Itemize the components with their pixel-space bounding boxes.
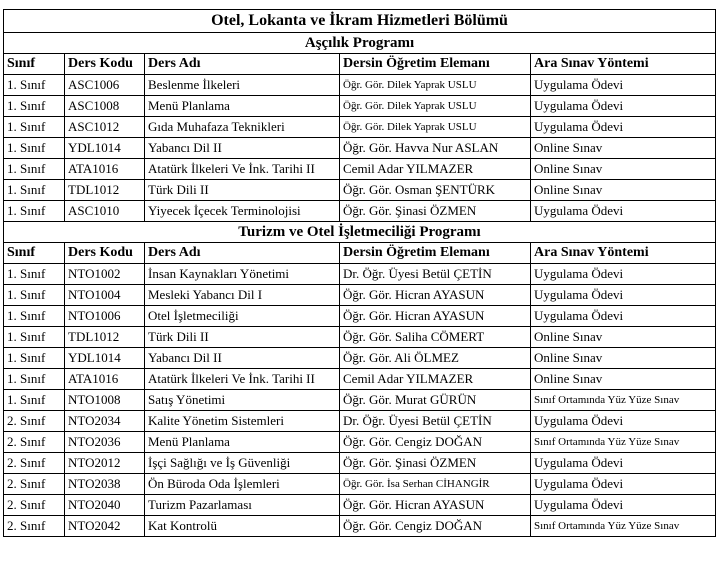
cell-sinif: 1. Sınıf (4, 264, 65, 285)
cell-sinif: 1. Sınıf (4, 369, 65, 390)
cell-ders-kodu: NTO2036 (65, 432, 145, 453)
cell-ders-adi: Menü Planlama (145, 432, 340, 453)
cell-sinif: 1. Sınıf (4, 159, 65, 180)
cell-ders-kodu: ASC1006 (65, 75, 145, 96)
cell-ders-kodu: NTO2040 (65, 495, 145, 516)
cell-sinav-yontemi: Online Sınav (531, 348, 716, 369)
cell-sinav-yontemi: Uygulama Ödevi (531, 411, 716, 432)
cell-sinav-yontemi: Online Sınav (531, 180, 716, 201)
cell-sinav-yontemi: Uygulama Ödevi (531, 75, 716, 96)
cell-sinif: 2. Sınıf (4, 453, 65, 474)
cell-ders-kodu: NTO1004 (65, 285, 145, 306)
cell-sinif: 1. Sınıf (4, 96, 65, 117)
table-row (4, 390, 716, 411)
cell-ders-kodu: TDL1012 (65, 180, 145, 201)
cell-ders-adi: Yabancı Dil II (145, 348, 340, 369)
table-row (4, 159, 716, 180)
cell-sinav-yontemi: Online Sınav (531, 138, 716, 159)
table-row (4, 285, 716, 306)
header-ders-adi: Ders Adı (145, 54, 340, 75)
table-body (4, 10, 716, 537)
cell-ders-kodu: NTO1002 (65, 264, 145, 285)
table-row (4, 75, 716, 96)
cell-ders-adi: Otel İşletmeciliği (145, 306, 340, 327)
cell-ders-adi: Yabancı Dil II (145, 138, 340, 159)
header-ders-kodu: Ders Kodu (65, 243, 145, 264)
cell-sinif: 2. Sınıf (4, 495, 65, 516)
cell-ogretim-elemani: Öğr. Gör. Cengiz DOĞAN (340, 516, 531, 537)
header-sinif: Sınıf (4, 54, 65, 75)
cell-sinav-yontemi: Uygulama Ödevi (531, 96, 716, 117)
cell-ders-kodu: ASC1008 (65, 96, 145, 117)
table-row (4, 96, 716, 117)
cell-sinif: 2. Sınıf (4, 516, 65, 537)
cell-sinif: 1. Sınıf (4, 75, 65, 96)
header-sinav-yontemi: Ara Sınav Yöntemi (531, 243, 716, 264)
cell-sinif: 2. Sınıf (4, 411, 65, 432)
header-ogretim-elemani: Dersin Öğretim Elemanı (340, 54, 531, 75)
cell-sinif: 1. Sınıf (4, 138, 65, 159)
program-row (4, 33, 716, 54)
header-ogretim-elemani: Dersin Öğretim Elemanı (340, 243, 531, 264)
cell-ogretim-elemani: Öğr. Gör. Hicran AYASUN (340, 306, 531, 327)
cell-ders-kodu: ATA1016 (65, 369, 145, 390)
header-row (4, 243, 716, 264)
cell-ders-kodu: NTO2042 (65, 516, 145, 537)
cell-sinav-yontemi: Uygulama Ödevi (531, 306, 716, 327)
cell-ogretim-elemani: Cemil Adar YILMAZER (340, 159, 531, 180)
table-row (4, 516, 716, 537)
table-row (4, 327, 716, 348)
program-row (4, 222, 716, 243)
cell-sinav-yontemi: Uygulama Ödevi (531, 474, 716, 495)
table-row (4, 453, 716, 474)
cell-sinav-yontemi: Sınıf Ortamında Yüz Yüze Sınav (531, 432, 716, 453)
cell-ders-kodu: TDL1012 (65, 327, 145, 348)
cell-ders-adi: Yiyecek İçecek Terminolojisi (145, 201, 340, 222)
cell-ogretim-elemani: Dr. Öğr. Üyesi Betül ÇETİN (340, 264, 531, 285)
table-row (4, 369, 716, 390)
cell-sinav-yontemi: Online Sınav (531, 327, 716, 348)
cell-ogretim-elemani: Dr. Öğr. Üyesi Betül ÇETİN (340, 411, 531, 432)
exam-schedule-table (3, 9, 716, 537)
cell-ders-adi: Gıda Muhafaza Teknikleri (145, 117, 340, 138)
cell-ders-adi: Menü Planlama (145, 96, 340, 117)
cell-ders-adi: Beslenme İlkeleri (145, 75, 340, 96)
cell-ders-kodu: NTO1006 (65, 306, 145, 327)
cell-ogretim-elemani: Öğr. Gör. Hicran AYASUN (340, 495, 531, 516)
cell-sinif: 1. Sınıf (4, 306, 65, 327)
cell-sinav-yontemi: Uygulama Ödevi (531, 495, 716, 516)
title-row (4, 10, 716, 33)
table-row (4, 264, 716, 285)
cell-ders-adi: Atatürk İlkeleri Ve İnk. Tarihi II (145, 369, 340, 390)
cell-ogretim-elemani: Öğr. Gör. Dilek Yaprak USLU (340, 75, 531, 96)
table-row (4, 180, 716, 201)
cell-sinif: 1. Sınıf (4, 180, 65, 201)
table-row (4, 201, 716, 222)
cell-ogretim-elemani: Öğr. Gör. Şinasi ÖZMEN (340, 453, 531, 474)
cell-ogretim-elemani: Öğr. Gör. Hicran AYASUN (340, 285, 531, 306)
cell-ogretim-elemani: Öğr. Gör. Saliha CÖMERT (340, 327, 531, 348)
cell-ders-adi: Mesleki Yabancı Dil I (145, 285, 340, 306)
cell-ogretim-elemani: Öğr. Gör. Ali ÖLMEZ (340, 348, 531, 369)
document (3, 9, 715, 537)
cell-ders-adi: Atatürk İlkeleri Ve İnk. Tarihi II (145, 159, 340, 180)
cell-ders-adi: Kalite Yönetim Sistemleri (145, 411, 340, 432)
cell-ders-kodu: NTO1008 (65, 390, 145, 411)
cell-sinif: 1. Sınıf (4, 327, 65, 348)
cell-ders-adi: İşçi Sağlığı ve İş Güvenliği (145, 453, 340, 474)
program-title: Turizm ve Otel İşletmeciliği Programı (4, 222, 716, 243)
program-title: Aşçılık Programı (4, 33, 716, 54)
header-row (4, 54, 716, 75)
cell-sinav-yontemi: Uygulama Ödevi (531, 285, 716, 306)
cell-ders-adi: Satış Yönetimi (145, 390, 340, 411)
cell-ogretim-elemani: Öğr. Gör. İsa Serhan CİHANGİR (340, 474, 531, 495)
cell-ders-adi: İnsan Kaynakları Yönetimi (145, 264, 340, 285)
cell-ogretim-elemani: Öğr. Gör. Osman ŞENTÜRK (340, 180, 531, 201)
cell-ders-kodu: NTO2034 (65, 411, 145, 432)
table-row (4, 348, 716, 369)
cell-ogretim-elemani: Öğr. Gör. Murat GÜRÜN (340, 390, 531, 411)
cell-ders-kodu: ATA1016 (65, 159, 145, 180)
cell-sinif: 1. Sınıf (4, 390, 65, 411)
table-row (4, 411, 716, 432)
header-ders-kodu: Ders Kodu (65, 54, 145, 75)
table-row (4, 138, 716, 159)
table-row (4, 432, 716, 453)
cell-sinav-yontemi: Uygulama Ödevi (531, 264, 716, 285)
cell-sinif: 1. Sınıf (4, 285, 65, 306)
cell-ogretim-elemani: Öğr. Gör. Cengiz DOĞAN (340, 432, 531, 453)
header-ders-adi: Ders Adı (145, 243, 340, 264)
cell-sinif: 1. Sınıf (4, 201, 65, 222)
table-row (4, 306, 716, 327)
header-sinif: Sınıf (4, 243, 65, 264)
table-row (4, 474, 716, 495)
cell-sinav-yontemi: Online Sınav (531, 159, 716, 180)
cell-ders-kodu: NTO2012 (65, 453, 145, 474)
cell-ders-kodu: ASC1010 (65, 201, 145, 222)
cell-ogretim-elemani: Öğr. Gör. Dilek Yaprak USLU (340, 96, 531, 117)
department-title: Otel, Lokanta ve İkram Hizmetleri Bölümü (4, 10, 716, 33)
cell-ogretim-elemani: Öğr. Gör. Şinasi ÖZMEN (340, 201, 531, 222)
cell-sinif: 2. Sınıf (4, 432, 65, 453)
cell-ders-adi: Türk Dili II (145, 327, 340, 348)
cell-sinav-yontemi: Sınıf Ortamında Yüz Yüze Sınav (531, 390, 716, 411)
cell-sinif: 2. Sınıf (4, 474, 65, 495)
cell-sinav-yontemi: Online Sınav (531, 369, 716, 390)
cell-sinav-yontemi: Uygulama Ödevi (531, 201, 716, 222)
header-sinav-yontemi: Ara Sınav Yöntemi (531, 54, 716, 75)
cell-sinav-yontemi: Uygulama Ödevi (531, 117, 716, 138)
cell-ogretim-elemani: Cemil Adar YILMAZER (340, 369, 531, 390)
cell-sinav-yontemi: Uygulama Ödevi (531, 453, 716, 474)
cell-ders-kodu: YDL1014 (65, 138, 145, 159)
table-row (4, 117, 716, 138)
cell-ders-kodu: NTO2038 (65, 474, 145, 495)
cell-ders-adi: Türk Dili II (145, 180, 340, 201)
cell-ogretim-elemani: Öğr. Gör. Dilek Yaprak USLU (340, 117, 531, 138)
cell-ders-kodu: ASC1012 (65, 117, 145, 138)
cell-sinif: 1. Sınıf (4, 348, 65, 369)
cell-ders-kodu: YDL1014 (65, 348, 145, 369)
cell-ogretim-elemani: Öğr. Gör. Havva Nur ASLAN (340, 138, 531, 159)
cell-sinif: 1. Sınıf (4, 117, 65, 138)
cell-ders-adi: Kat Kontrolü (145, 516, 340, 537)
table-row (4, 495, 716, 516)
cell-ders-adi: Turizm Pazarlaması (145, 495, 340, 516)
cell-sinav-yontemi: Sınıf Ortamında Yüz Yüze Sınav (531, 516, 716, 537)
cell-ders-adi: Ön Büroda Oda İşlemleri (145, 474, 340, 495)
